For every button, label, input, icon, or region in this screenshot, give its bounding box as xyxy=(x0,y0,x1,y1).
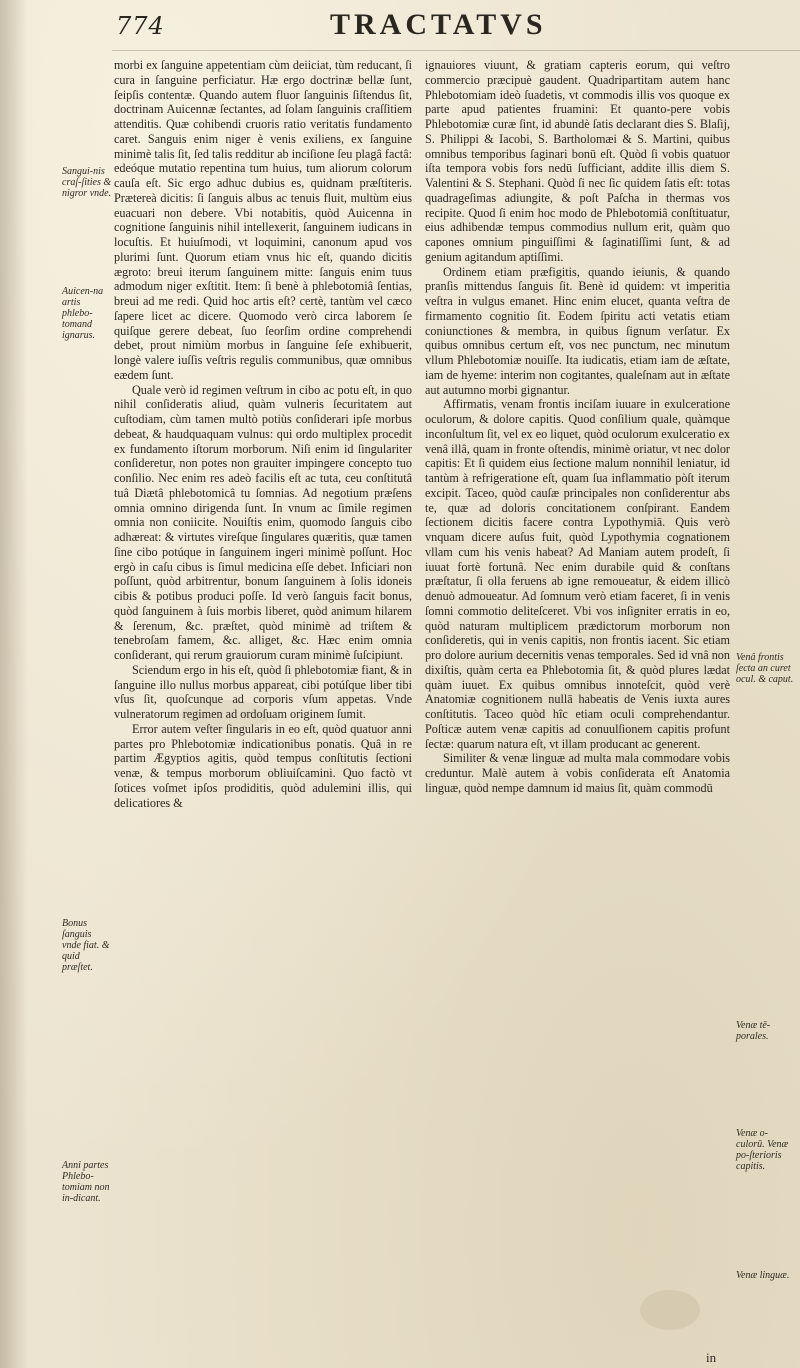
paragraph: Similiter & venæ linguæ ad multa mala commodare vobis creduntur. Malè autem à vobis conſiderata eſt Anatomia linguæ, quòd nempe damnum id maius ſit, quàm commodū xyxy=(425,751,730,795)
margin-note-right: Venæ tē-porales. xyxy=(736,1020,771,1042)
left-text-column xyxy=(114,58,412,1298)
running-head: TRACTATVS xyxy=(330,8,547,41)
paragraph: Ordinem etiam præfigitis, quando ieiunis, & quando pranſis mittendus ſanguis ſit. Benè id quidem: vt imperitia veſtra in vulgus emanet. Hinc enim elucet, quanta veſtra de firmamento cognitio ſit. Eodem ſpiritu acti vetatis etiam coniunctiones & membra, in quibus ſignum verſatur. Ex quibus omnibus certum eſt, vos nec punctum, nec minutum vllum Phlebotomiæ nouiſſe. Ita iudicatis, etiam iam de æſtate, iam de hyeme: interim non cogitantes, qualeſnam aut in æſtate aut autumno morbi gignantur. xyxy=(425,264,730,397)
header-rule xyxy=(112,50,800,51)
page-header xyxy=(0,8,800,52)
margin-note-left: Auicen-na artis phlebo-tomand ignarus. xyxy=(62,286,104,341)
paragraph: morbi ex ſanguine appetentiam cùm deiiciat, tùm reducant, ſi cura in ſanguine perficiatur. Hæ ergo doctrinæ bellæ ſunt, ſeipſis contentæ. Quando autem fluor ſanguinis ſiſtendus ſit, doctrinam Auicennæ ſectantes, ad ſolam ſanguinis craſſitiem attenditis. Quæ cohibendi cruoris ratio veritatis fundamento caret. Sanguis enim niger è venis exiliens, ex ſanguine minimè talis ſit, ſed talis redditur ab inciſione ſeu plagâ factâ: edeóque mutatio repentina tum huius, tum aliorum colorum cauſa eſt. Sic ergo adhuc dubius es, quidnam præſtiteris. Prætereà dicitis: ſi ſanguis albus ac tenuis fluit, multùm eius euacuari non debere. Vbi notabitis, quòd Auicenna in cognitione ſanguinis nihil intellexerit, ſanguinem iudicans in locuſtis. Et huiuſmodi, vt loquimini, canonum apud vos plurimi ſunt. Quorum etiam vnus hic eſt, quando dicitis ægroto: breui iterum ſanguinem mitte: ſanguis enim tuus admodum niger exſtitit. Item: ſi benè à phlebotomiâ ſentias, breui ad me redi. Quid hoc artis eſt? certè, tantùm vel cæco ſapere licet ac dicere. Quomodo verò circa laborem ſe quiſque gerere debeat, ſuo ſeorſim ordine comprehendi debet, prout nimiùm morbus in ſanguine ſeſe exhibuerit, longè valere iuſſis veſtris regulis communibus, quæ omnibus eædem ſunt. xyxy=(114,58,412,382)
paragraph: Error autem veſter ſingularis in eo eſt, quòd quatuor anni partes pro Phlebotomiæ indicationibus ponatis. Quâ in re partim Ægyptios agitis, quòd tempus conſtitutis ſectioni venæ, & tempus morborum obliuiſcamini. Quo factò vt ſotices voſmet ipſos prodiditis, quòd adulemini illis, qui delicatiores & xyxy=(114,721,412,810)
margin-note-left: Bonus ſanguis vnde fiat. & quid præſtet. xyxy=(62,918,110,973)
right-text-column xyxy=(425,58,730,1298)
paragraph: Affirmatis, venam frontis inciſam iuuare in exulceratione oculorum, & dolore capitis. Quod conſilium quale, quàmque inconſultum ſit, vel ex eo liquet, quòd oculorum exulceratio ex venâ illâ, quam in fronte oſtendis, minimè oriatur, vt nec dolor capitis: Et ſi quidem eius ſectione malum nonnihil leniatur, id tantùm à refrigeratione eſt, quam ſua inflammatio pòſt iterum excipit. Taceo, quòd cauſæ principales non conſiderentur abs te, quæ ad doloris concitationem conſpirant. Eandem ſectionem dicitis facere contra Lypothymiā. Quis verò vnquam dicere auſus fuit, quòd Lypothymia cognationem vllam cum his venis habeat? Ad Maniam autem prodeſt, ſi iuuat fortè fortunâ. Nec enim durabile quid & conſtans præſtatur, ſi olla feruens ab igne remoueatur, & eidem illicò denuò admoueatur. Ad ſomnum verò etiam faceret, ſi in venis ſomni commotio deliteſceret. Vbi vos inſigniter erratis in eo, quòd naturam multiplicem prædictorum morborum non conſideretis, qui in venis capitis, non frontis iacent. Sic etiam pro dolore aurium decernitis venas temporales. Sed id vnâ non dixiſtis, quàm certa ea Phlebotomia ſit, & quòd plures lædat quàm iuuet. Ex quibus omnibus innoteſcit, quòd verè Anatomiæ cognitionem nullā habeatis de Venis iuxta aures conſtitutis. Taceo quòd hîc etiam oculi comprehendantur. Poſticæ autem venæ capitis ad conuulſionem capitis profunt ſectæ: quarum natura eſt, vt illam producant ac generent. xyxy=(425,397,730,751)
margin-note-right: Venæ linguæ. xyxy=(736,1270,790,1281)
page-number: 774 xyxy=(116,12,165,40)
catchword: in xyxy=(706,1350,717,1365)
paragraph: Quale verò id regimen veſtrum in cibo ac potu eſt, in quo nihil conſideratis aliud, quàm vulneris ſecuritatem aut cuſtodiam, cùm tamen multò potiùs conſiderari ipſe morbus debeat, & haudquaquam vulnus: qui ordo multiplex procedit ex fundamento iſtorum morborum. Niſi enim id ſingulariter conſideretur, non potes non grauiter impingere concepto tuo conſilio. Nec enim res adeò facilis eſt ac tuta, ceu conſtitutâ tuâ Diætâ phlebotomicâ tu ſomnias. Ad negotium præſens omnia omnino dirigenda ſunt. In vnum ac ſimile regimen omnia non coniicite. Nouiſtis enim, quomodo ſanguis cibo adhæreat: & virtutes vireſque ſingulares quæritis, quæ tamen ſine cibo potúque in ſanguinem ingeri minimè poſſunt. Hoc ergò in caſu cibus is ſimul medicina eſſe debet. Inficiari non poſſunt, quòd arbitrentur, bonum ſanguinem à ſolis idoneis cibis & potibus produci poſſe. Id verò ſanguis facit bonus, quòd ſanguinem à ſuis morbis liberet, quòd animum hilarem & ſerenum, &c. præſtet, quòd minimè ad triſtem & tenebroſam famem, &c. alliget, &c. Hæc enim omnia conſiderant, qui rerum grauiorum curam minimè ſuſcipiunt. xyxy=(114,382,412,662)
margin-note-right: Venæ o-culorū. Venæ po-ſterioris capitis. xyxy=(736,1128,789,1172)
paragraph: Sciendum ergo in his eſt, quòd ſi phlebotomiæ fiant, & in ſanguine illo nullus morbus appareat, cibi potúſque liber tibi vſus ſit, quoſcunque ad corporis vſum appetas. Vnde vulneratorum regimen ad ordoſuam originem ſumit. xyxy=(114,662,412,721)
margin-note-left: Anni partes Phlebo-tomiam non in-dicant. xyxy=(62,1160,110,1204)
paragraph: ignauiores viuunt, & gratiam capteris eorum, qui veſtro commercio præcipuè gaudent. Quadripartitam autem hanc Phlebotomiam ideò ſuadetis, vt commodis illis vos quoque ex parte apud patientes fruamini: Et quanto-pere vobis Phlebotomiæ curæ ſint, id abundè ſatis declarant dies S. Blaſij, S. Philippi & Iacobi, S. Bartholomæi & S. Martini, quibus omnibus temporibus ſaginari bonū eſt. Quòd ſi vobis quatuor iſta tempora vobis fors nedū ſufficiant, addite illis diem S. Valentini & S. Stephani. Quòd ſi nec ſic quidem ſatis eſt: totas quadrageſimas adiungite, & poſt Paſcha in thermas vos recipite. Quod ſi enim hoc modo de Phlebotomiâ conſtituatur, eius adhibendæ tempus commodius nullum erit, quàm quo capones omnium pinguiſſimi & ſaginatiſſimi ſunt, & ad genium agitandum aptiſſimi. xyxy=(425,58,730,264)
margin-note-right: Venâ frontis ſecta an curet ocul. & caput. xyxy=(736,652,794,685)
margin-note-left: Sangui-nis craſ-ſities & nigror vnde. xyxy=(62,166,112,199)
spine-shadow xyxy=(0,0,28,1368)
